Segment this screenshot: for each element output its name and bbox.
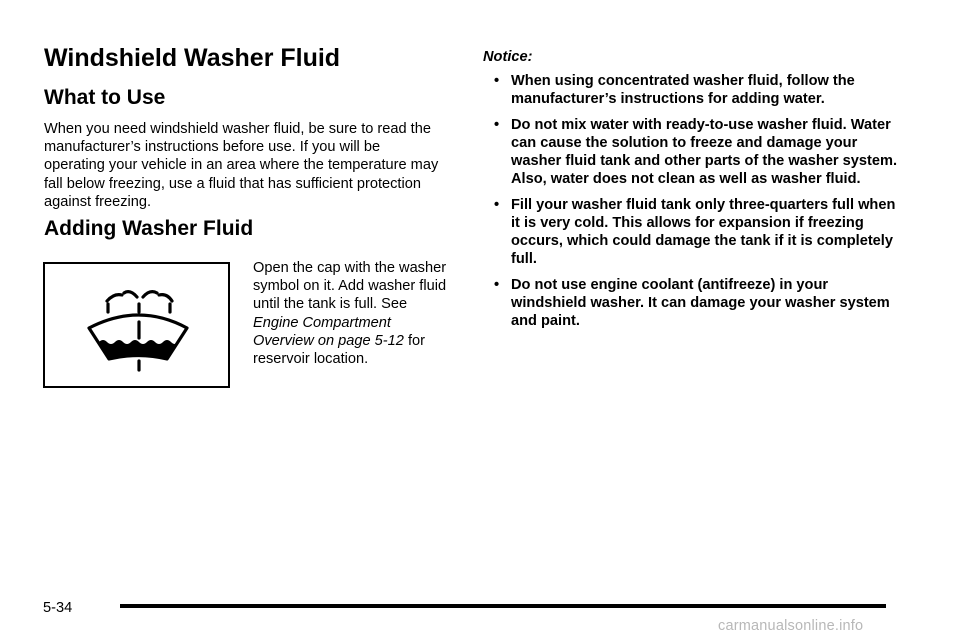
notice-item-text: Do not use engine coolant (antifreeze) in your windshield washer. It can damage your washer system and paint.: [511, 277, 890, 329]
page-number: 5-34: [43, 600, 73, 616]
engine-compartment-overview-link[interactable]: Engine Compartment Overview on page 5-12: [253, 314, 404, 349]
bullet-icon: •: [494, 277, 500, 293]
notice-label: Notice:: [483, 49, 533, 65]
notice-list: [483, 72, 903, 338]
notice-item: [483, 72, 903, 108]
notice-item: [483, 196, 903, 268]
adding-washer-fluid-paragraph: [253, 259, 453, 368]
notice-item: [483, 116, 903, 188]
section-heading-what-to-use: What to Use: [44, 86, 166, 109]
what-to-use-paragraph: When you need windshield washer fluid, be sure to read the manufacturer’s instructions before use. If you will be operating your vehicle in an area where the temperature may fall below freezing, use a fluid that has sufficient protection against freezing.: [44, 121, 439, 210]
adding-text-after: for reservoir location.: [253, 332, 425, 368]
footer-rule: [120, 604, 886, 608]
watermark: carmanualsonline.info: [718, 618, 864, 634]
section-heading-adding-washer-fluid: Adding Washer Fluid: [44, 217, 254, 240]
notice-item-text: When using concentrated washer fluid, follow the manufacturer’s instructions for adding water.: [511, 73, 855, 107]
bullet-icon: •: [494, 117, 500, 133]
page-title: Windshield Washer Fluid: [44, 44, 341, 72]
bullet-icon: •: [494, 73, 500, 89]
adding-text-before: Open the cap with the washer symbol on it. Add washer fluid until the tank is full. See: [253, 260, 447, 313]
notice-item: [483, 276, 903, 330]
notice-item-text: Fill your washer fluid tank only three-quarters full when it is very cold. This allows for expansion if freezing occurs, which could damage the tank if it is completely full.: [511, 197, 896, 267]
windshield-washer-symbol-icon: [43, 262, 230, 388]
bullet-icon: •: [494, 197, 500, 213]
notice-item-text: Do not mix water with ready-to-use washer fluid. Water can cause the solution to freeze and damage your washer fluid tank and other parts of the washer system. Also, water does not clean as well as washer fluid.: [511, 117, 898, 187]
